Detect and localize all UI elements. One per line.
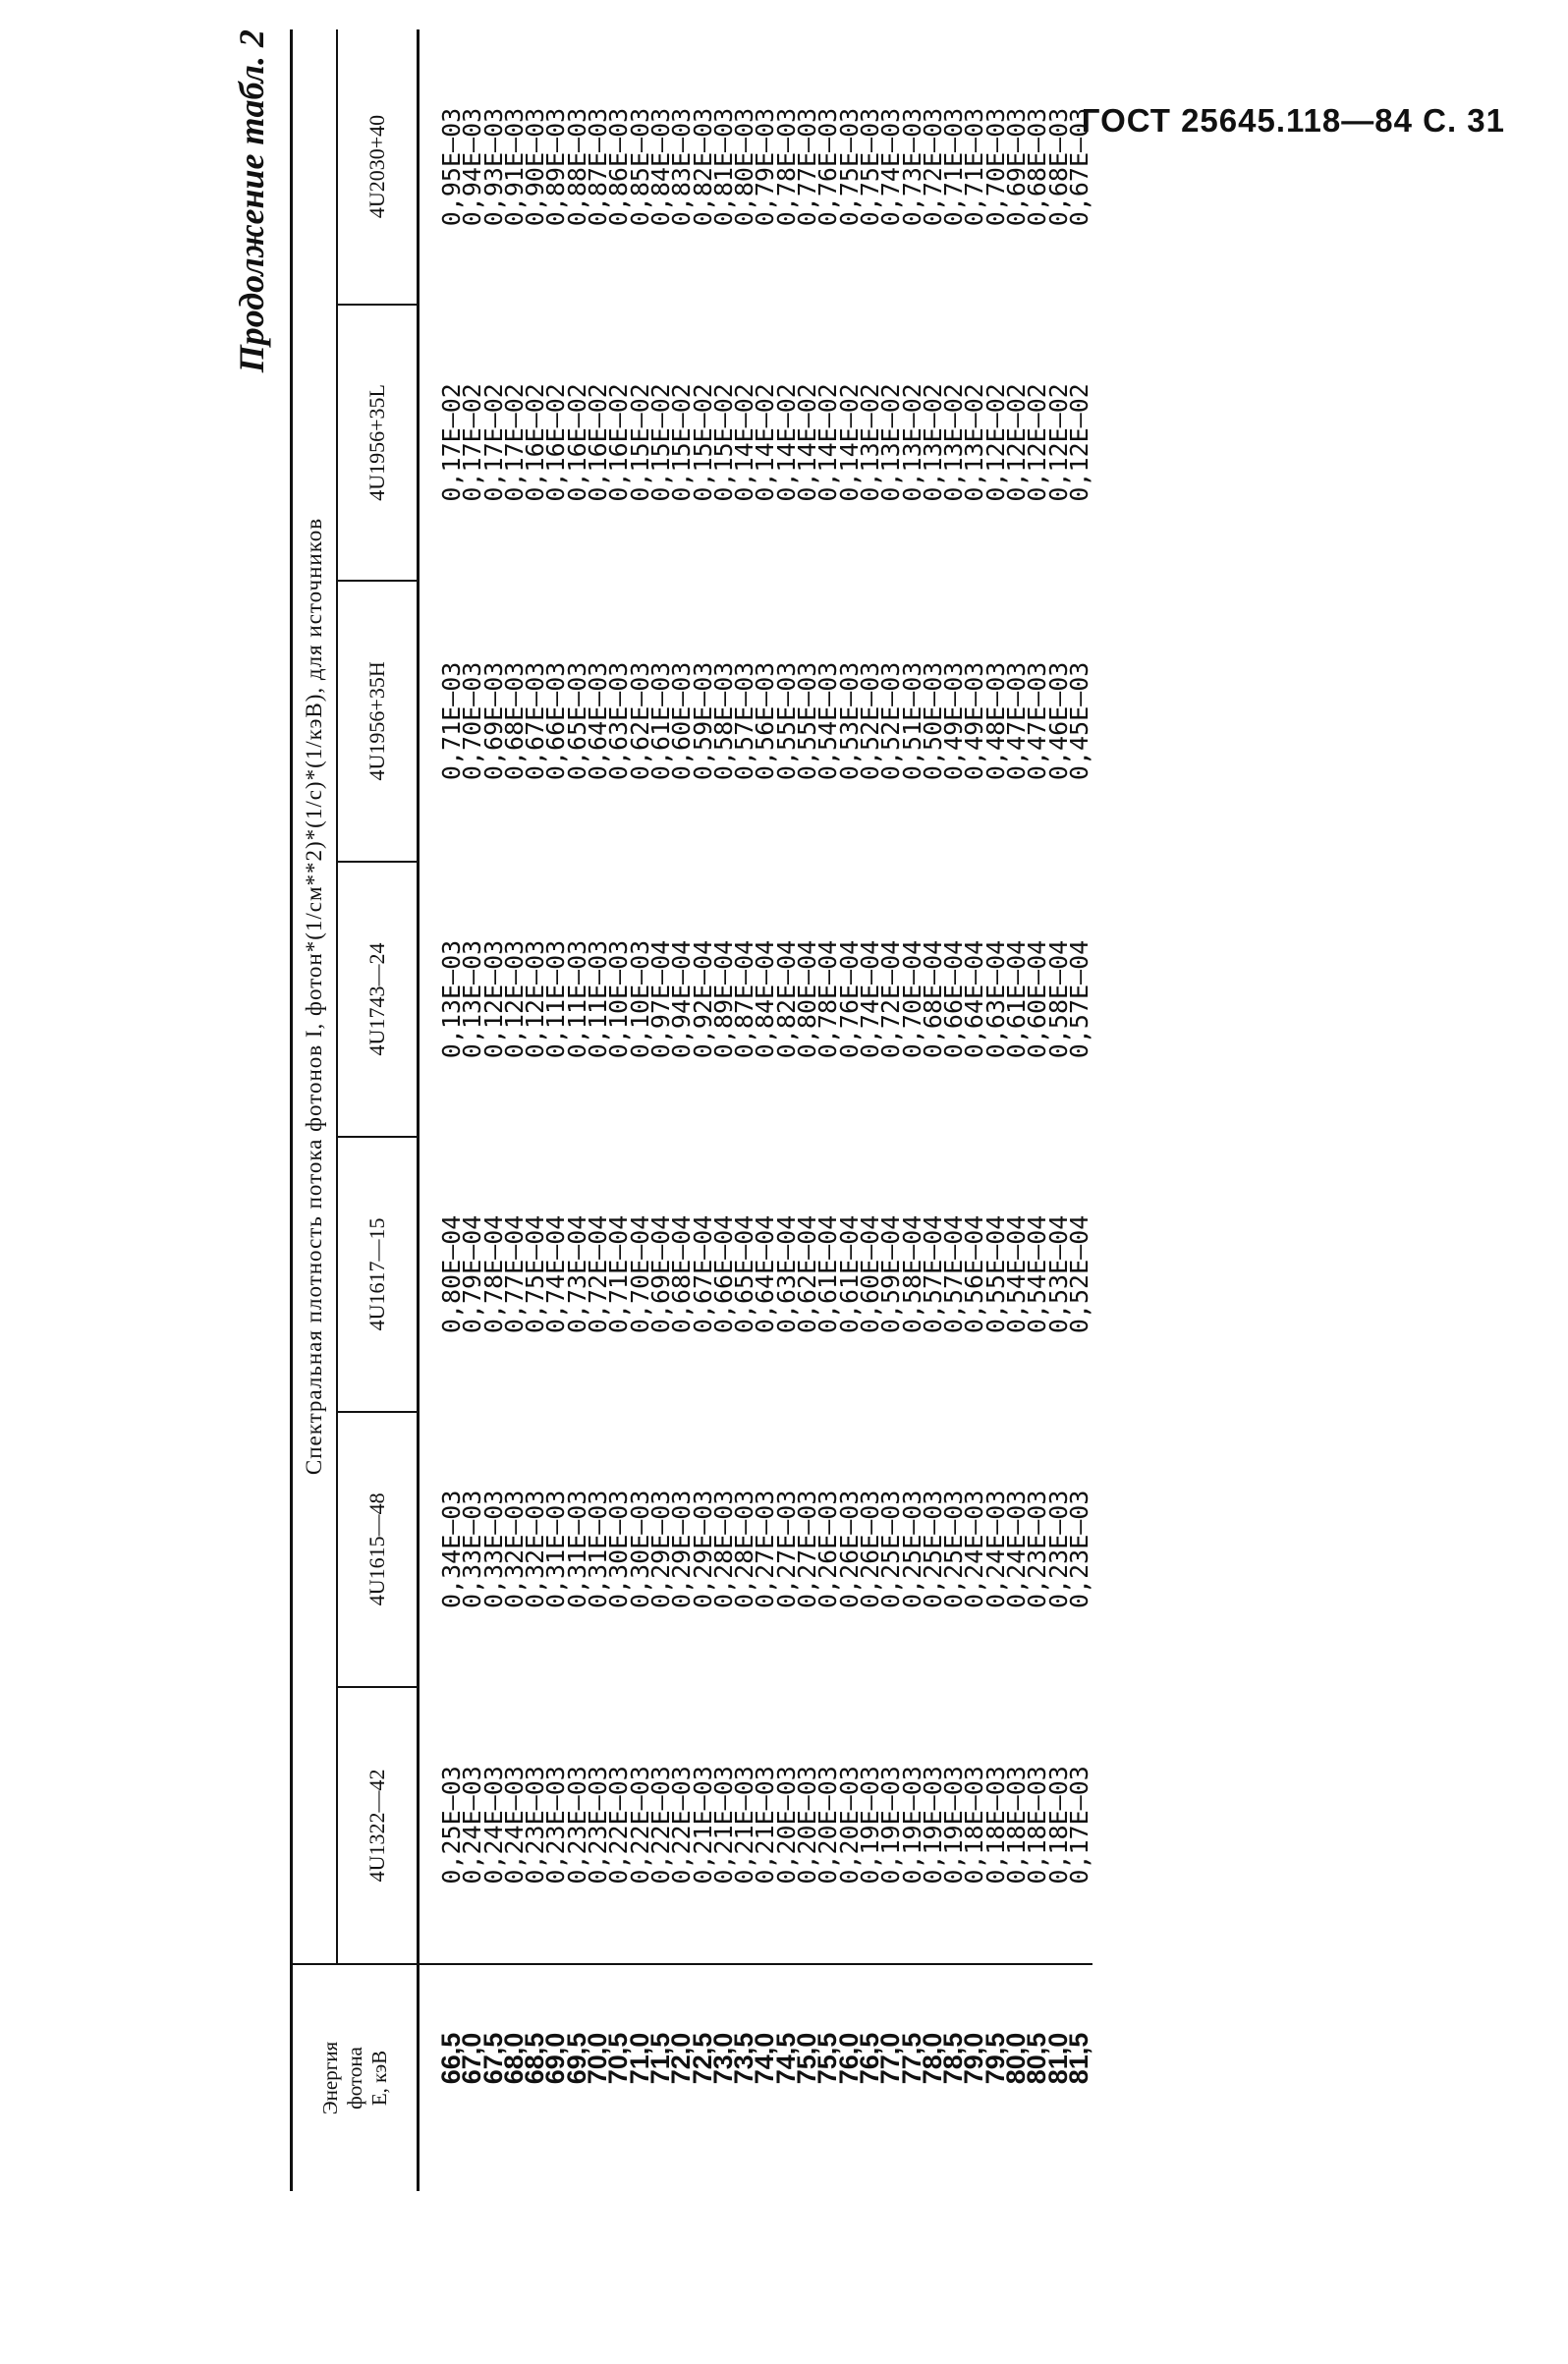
energy-column-header [292, 1964, 419, 2191]
table-cell: 0,54E—04 [1002, 1214, 1032, 1334]
table-continuation-title: Продолжение табл. 2 [232, 29, 271, 373]
table-cell: 0,63E—04 [980, 939, 1010, 1059]
table-cell: 0,28E—03 [730, 1490, 759, 1609]
table-cell: 0,86E—03 [604, 107, 634, 227]
table-cell: 0,20E—03 [793, 1766, 822, 1885]
table-cell: 0,48E—03 [980, 661, 1010, 781]
table-cell: 0,22E—03 [667, 1766, 697, 1885]
table-cell: 0,15E—02 [667, 383, 697, 502]
table-cell: 0,64E—04 [960, 939, 989, 1059]
table-cell: 0,11E—03 [541, 939, 571, 1059]
table-cell: 0,95E—03 [437, 107, 466, 227]
energy-value: 67,5 [477, 2032, 508, 2085]
energy-value: 70,5 [603, 2032, 634, 2085]
table-cell: 0,85E—03 [625, 107, 654, 227]
table-cell: 0,56E—03 [751, 661, 780, 781]
table-cell: 0,27E—03 [793, 1490, 822, 1609]
table-cell: 0,31E—03 [541, 1490, 571, 1609]
table-cell: 0,91E—03 [499, 107, 529, 227]
source-values [420, 1490, 1093, 1609]
table-cell: 0,19E—03 [897, 1766, 926, 1885]
table-cell: 0,82E—04 [771, 939, 801, 1059]
table-cell: 0,72E—04 [876, 939, 906, 1059]
table-cell: 0,70E—03 [980, 107, 1010, 227]
table-cell: 0,69E—03 [478, 661, 508, 781]
table-cell: 0,63E—03 [604, 661, 634, 781]
table-cell: 0,13E—03 [437, 939, 466, 1059]
table-cell: 0,84E—03 [645, 107, 675, 227]
table-cell: 0,24E—03 [478, 1766, 508, 1885]
table-cell: 0,19E—03 [918, 1766, 947, 1885]
source-values-column [419, 305, 1092, 581]
table-cell: 0,50E—03 [918, 661, 947, 781]
table-cell: 0,26E—03 [813, 1490, 843, 1609]
table-cell: 0,77E—03 [793, 107, 822, 227]
energy-value: 68,5 [520, 2032, 550, 2085]
table-cell: 0,13E—02 [876, 383, 906, 502]
table-cell: 0,18E—03 [1002, 1766, 1032, 1885]
table-cell: 0,49E—03 [939, 661, 969, 781]
table-cell: 0,17E—03 [1064, 1766, 1093, 1885]
table-cell: 0,16E—02 [521, 383, 550, 502]
table-cell: 0,69E—04 [645, 1214, 675, 1334]
table-cell: 0,33E—03 [458, 1490, 487, 1609]
table-cell: 0,23E—03 [584, 1766, 613, 1885]
table-cell: 0,93E—03 [478, 107, 508, 227]
table-cell: 0,25E—03 [918, 1490, 947, 1609]
table-cell: 0,23E—03 [521, 1766, 550, 1885]
table-cell: 0,10E—03 [625, 939, 654, 1059]
table-cell: 0,14E—02 [730, 383, 759, 502]
table-cell: 0,31E—03 [562, 1490, 591, 1609]
table-cell: 0,12E—02 [980, 383, 1010, 502]
rotated-table-block [231, 29, 1568, 2191]
table-cell: 0,75E—03 [834, 107, 864, 227]
table-cell: 0,54E—03 [813, 661, 843, 781]
table-cell: 0,12E—03 [478, 939, 508, 1059]
table-cell: 0,57E—03 [730, 661, 759, 781]
table-cell: 0,64E—04 [751, 1214, 780, 1334]
table-cell: 0,24E—03 [980, 1490, 1010, 1609]
source-values-column [419, 1412, 1092, 1687]
table-cell: 0,16E—02 [604, 383, 634, 502]
table-cell: 0,30E—03 [625, 1490, 654, 1609]
table-cell: 0,21E—03 [751, 1766, 780, 1885]
energy-value: 76,5 [854, 2032, 884, 2085]
table-cell: 0,13E—02 [897, 383, 926, 502]
energy-value: 73,5 [729, 2032, 759, 2085]
source-values [420, 1766, 1093, 1885]
gost-number: ГОСТ 25645.118—84 [1081, 102, 1413, 139]
table-cell: 0,94E—04 [667, 939, 697, 1059]
table-cell: 0,60E—03 [667, 661, 697, 781]
energy-value: 77,5 [896, 2032, 926, 2085]
table-cell: 0,23E—03 [562, 1766, 591, 1885]
table-cell: 0,81E—03 [708, 107, 738, 227]
source-values [420, 383, 1093, 502]
table-cell: 0,13E—03 [458, 939, 487, 1059]
table-cell: 0,32E—03 [521, 1490, 550, 1609]
table-cell: 0,58E—04 [1043, 939, 1073, 1059]
table-cell: 0,70E—03 [458, 661, 487, 781]
table-cell: 0,71E—03 [960, 107, 989, 227]
table-cell: 0,29E—03 [667, 1490, 697, 1609]
energy-value: 78,5 [938, 2032, 969, 2085]
table-cell: 0,30E—03 [604, 1490, 634, 1609]
energy-value: 69,0 [540, 2032, 571, 2085]
table-cell: 0,10E—03 [604, 939, 634, 1059]
source-header: 4U1322—42 [337, 1687, 419, 1964]
table-cell: 0,78E—04 [813, 939, 843, 1059]
table-cell: 0,57E—04 [939, 1214, 969, 1334]
source-header: 4U1615—48 [337, 1412, 419, 1687]
table-cell: 0,20E—03 [834, 1766, 864, 1885]
table-cell: 0,77E—04 [499, 1214, 529, 1334]
table-cell: 0,47E—03 [1023, 661, 1052, 781]
table-cell: 0,59E—03 [688, 661, 717, 781]
table-cell: 0,17E—02 [458, 383, 487, 502]
table-cell: 0,60E—04 [1023, 939, 1052, 1059]
table-cell: 0,51E—03 [897, 661, 926, 781]
table-cell: 0,15E—02 [708, 383, 738, 502]
energy-value: 66,5 [436, 2032, 466, 2085]
source-values [420, 1214, 1093, 1334]
table-cell: 0,25E—03 [939, 1490, 969, 1609]
table-cell: 0,19E—03 [939, 1766, 969, 1885]
energy-value: 72,0 [666, 2032, 697, 2085]
table-cell: 0,22E—03 [604, 1766, 634, 1885]
table-cell: 0,25E—03 [876, 1490, 906, 1609]
table-cell: 0,14E—02 [813, 383, 843, 502]
table-cell: 0,87E—03 [584, 107, 613, 227]
energy-value: 79,5 [980, 2032, 1010, 2085]
table-cell: 0,31E—03 [584, 1490, 613, 1609]
source-header: 4U1956+35H [337, 581, 419, 862]
table-cell: 0,66E—04 [708, 1214, 738, 1334]
table-cell: 0,68E—04 [918, 939, 947, 1059]
table-cell: 0,69E—03 [1002, 107, 1032, 227]
table-cell: 0,94E—03 [458, 107, 487, 227]
source-values-column [419, 1687, 1092, 1964]
energy-value: 81,5 [1063, 2032, 1093, 2085]
energy-value: 67,0 [457, 2032, 487, 2085]
energy-value: 79,0 [959, 2032, 989, 2085]
table-cell: 0,15E—02 [625, 383, 654, 502]
energy-value: 71,0 [624, 2032, 654, 2085]
table-cell: 0,12E—02 [1064, 383, 1093, 502]
table-cell: 0,72E—03 [918, 107, 947, 227]
energy-value: 78,0 [917, 2032, 947, 2085]
table-cell: 0,27E—03 [771, 1490, 801, 1609]
energy-values [420, 1965, 1093, 2191]
table-cell: 0,23E—03 [1043, 1490, 1073, 1609]
table-cell: 0,18E—03 [980, 1766, 1010, 1885]
table-cell: 0,21E—03 [688, 1766, 717, 1885]
table-cell: 0,14E—02 [771, 383, 801, 502]
table-cell: 0,21E—03 [708, 1766, 738, 1885]
table-cell: 0,61E—04 [834, 1214, 864, 1334]
table-cell: 0,12E—02 [1023, 383, 1052, 502]
table-cell: 0,17E—02 [478, 383, 508, 502]
table-cell: 0,89E—04 [708, 939, 738, 1059]
table-cell: 0,62E—04 [793, 1214, 822, 1334]
source-header: 4U1956+35L [337, 305, 419, 581]
table-cell: 0,55E—03 [793, 661, 822, 781]
table-cell: 0,23E—03 [1064, 1490, 1093, 1609]
source-values-column [419, 29, 1092, 305]
table-cell: 0,32E—03 [499, 1490, 529, 1609]
table-cell: 0,19E—03 [876, 1766, 906, 1885]
table-cell: 0,59E—04 [876, 1214, 906, 1334]
table-body-row [419, 29, 1092, 2191]
table-cell: 0,11E—03 [584, 939, 613, 1059]
table-cell: 0,82E—03 [688, 107, 717, 227]
energy-value: 77,0 [875, 2032, 906, 2085]
table-cell: 0,46E—03 [1043, 661, 1073, 781]
table-cell: 0,34E—03 [437, 1490, 466, 1609]
table-cell: 0,62E—03 [625, 661, 654, 781]
table-cell: 0,79E—03 [751, 107, 780, 227]
table-cell: 0,28E—03 [708, 1490, 738, 1609]
table-cell: 0,61E—03 [645, 661, 675, 781]
energy-value: 81,0 [1042, 2032, 1073, 2085]
table-cell: 0,18E—03 [1043, 1766, 1073, 1885]
energy-header-line: фотона [342, 2047, 366, 2110]
table-cell: 0,15E—02 [688, 383, 717, 502]
flux-group-header: Спектральная плотность потока фотонов I, фотон*(1/см**2)*(1/с)*(1/кэВ), для источников [292, 29, 338, 1964]
table-cell: 0,70E—04 [625, 1214, 654, 1334]
energy-value: 72,5 [687, 2032, 717, 2085]
energy-value: 75,5 [812, 2032, 843, 2085]
table-cell: 0,71E—03 [939, 107, 969, 227]
table-cell: 0,68E—03 [1023, 107, 1052, 227]
energy-value: 74,5 [770, 2032, 801, 2085]
table-cell: 0,58E—03 [708, 661, 738, 781]
table-cell: 0,25E—03 [897, 1490, 926, 1609]
energy-value: 80,0 [1001, 2032, 1032, 2085]
energy-value: 73,0 [707, 2032, 738, 2085]
energy-value: 68,0 [498, 2032, 529, 2085]
table-cell: 0,68E—04 [667, 1214, 697, 1334]
table-cell: 0,27E—03 [751, 1490, 780, 1609]
table-cell: 0,71E—04 [604, 1214, 634, 1334]
table-cell: 0,76E—03 [813, 107, 843, 227]
table-cell: 0,57E—04 [1064, 939, 1093, 1059]
table-cell: 0,22E—03 [625, 1766, 654, 1885]
table-cell: 0,12E—03 [521, 939, 550, 1059]
table-cell: 0,18E—03 [960, 1766, 989, 1885]
source-values-column [419, 1137, 1092, 1412]
source-header: 4U1617—15 [337, 1137, 419, 1412]
table-cell: 0,74E—03 [876, 107, 906, 227]
table-cell: 0,55E—03 [771, 661, 801, 781]
table-cell: 0,20E—03 [813, 1766, 843, 1885]
table-cell: 0,58E—04 [897, 1214, 926, 1334]
table-cell: 0,80E—03 [730, 107, 759, 227]
table-cell: 0,24E—03 [458, 1766, 487, 1885]
table-cell: 0,68E—03 [499, 661, 529, 781]
table-cell: 0,90E—03 [521, 107, 550, 227]
table-cell: 0,14E—02 [834, 383, 864, 502]
energy-value: 74,0 [750, 2032, 780, 2085]
table-cell: 0,21E—03 [730, 1766, 759, 1885]
table-cell: 0,66E—03 [541, 661, 571, 781]
table-cell: 0,74E—04 [541, 1214, 571, 1334]
table-cell: 0,13E—02 [918, 383, 947, 502]
table-cell: 0,67E—04 [688, 1214, 717, 1334]
table-cell: 0,54E—04 [1023, 1214, 1052, 1334]
table-cell: 0,23E—03 [1023, 1490, 1052, 1609]
table-cell: 0,72E—04 [584, 1214, 613, 1334]
table-cell: 0,70E—04 [897, 939, 926, 1059]
table-cell: 0,75E—04 [521, 1214, 550, 1334]
table-cell: 0,56E—04 [960, 1214, 989, 1334]
table-cell: 0,67E—03 [521, 661, 550, 781]
table-cell: 0,80E—04 [437, 1214, 466, 1334]
table-cell: 0,74E—04 [855, 939, 884, 1059]
table-cell: 0,20E—03 [771, 1766, 801, 1885]
source-values [420, 661, 1093, 781]
table-cell: 0,73E—03 [897, 107, 926, 227]
table-cell: 0,22E—03 [645, 1766, 675, 1885]
source-header: 4U1743—24 [337, 862, 419, 1137]
table-cell: 0,13E—02 [855, 383, 884, 502]
table-cell: 0,16E—02 [584, 383, 613, 502]
energy-value: 69,5 [561, 2032, 591, 2085]
table-cell: 0,75E—03 [855, 107, 884, 227]
table-cell: 0,66E—04 [939, 939, 969, 1059]
table-cell: 0,18E—03 [1023, 1766, 1052, 1885]
table-cell: 0,87E—04 [730, 939, 759, 1059]
energy-value: 80,5 [1022, 2032, 1052, 2085]
table-cell: 0,19E—03 [855, 1766, 884, 1885]
table-cell: 0,16E—02 [562, 383, 591, 502]
energy-value: 70,0 [583, 2032, 613, 2085]
table-cell: 0,23E—03 [541, 1766, 571, 1885]
table-cell: 0,83E—03 [667, 107, 697, 227]
table-cell: 0,13E—02 [960, 383, 989, 502]
table-cell: 0,24E—03 [960, 1490, 989, 1609]
table-cell: 0,68E—03 [1043, 107, 1073, 227]
table-cell: 0,16E—02 [541, 383, 571, 502]
spectral-flux-table [290, 29, 1092, 2191]
source-values-column [419, 862, 1092, 1137]
page-number: С. 31 [1423, 102, 1505, 139]
table-cell: 0,29E—03 [645, 1490, 675, 1609]
table-cell: 0,65E—03 [562, 661, 591, 781]
table-cell: 0,17E—02 [437, 383, 466, 502]
table-cell: 0,24E—03 [499, 1766, 529, 1885]
table-cell: 0,71E—03 [437, 661, 466, 781]
source-values-column [419, 581, 1092, 862]
table-cell: 0,88E—03 [562, 107, 591, 227]
table-cell: 0,12E—03 [499, 939, 529, 1059]
table-cell: 0,52E—04 [1064, 1214, 1093, 1334]
table-cell: 0,92E—04 [688, 939, 717, 1059]
table-cell: 0,26E—03 [855, 1490, 884, 1609]
energy-value: 76,0 [833, 2032, 864, 2085]
table-cell: 0,25E—03 [437, 1766, 466, 1885]
table-cell: 0,89E—03 [541, 107, 571, 227]
table-cell: 0,63E—04 [771, 1214, 801, 1334]
table-cell: 0,49E—03 [960, 661, 989, 781]
table-cell: 0,53E—03 [834, 661, 864, 781]
table-cell: 0,14E—02 [793, 383, 822, 502]
table-cell: 0,15E—02 [645, 383, 675, 502]
table-cell: 0,79E—04 [458, 1214, 487, 1334]
table-cell: 0,80E—04 [793, 939, 822, 1059]
table-cell: 0,55E—04 [980, 1214, 1010, 1334]
source-values [420, 939, 1093, 1059]
table-cell: 0,57E—04 [918, 1214, 947, 1334]
table-cell: 0,11E—03 [562, 939, 591, 1059]
energy-header-line: Энергия [317, 2041, 342, 2115]
source-header: 4U2030+40 [337, 29, 419, 305]
table-cell: 0,73E—04 [562, 1214, 591, 1334]
table-cell: 0,14E—02 [751, 383, 780, 502]
table-cell: 0,76E—04 [834, 939, 864, 1059]
table-cell: 0,61E—04 [1002, 939, 1032, 1059]
table-cell: 0,26E—03 [834, 1490, 864, 1609]
table-cell: 0,78E—03 [771, 107, 801, 227]
table-cell: 0,61E—04 [813, 1214, 843, 1334]
table-cell: 0,12E—02 [1043, 383, 1073, 502]
table-cell: 0,45E—03 [1064, 661, 1093, 781]
table-cell: 0,53E—04 [1043, 1214, 1073, 1334]
table-cell: 0,67E—03 [1064, 107, 1093, 227]
table-cell: 0,24E—03 [1002, 1490, 1032, 1609]
table-cell: 0,65E—04 [730, 1214, 759, 1334]
table-cell: 0,52E—03 [876, 661, 906, 781]
table-cell: 0,64E—03 [584, 661, 613, 781]
source-values [420, 107, 1093, 227]
table-cell: 0,52E—03 [855, 661, 884, 781]
energy-value: 71,5 [644, 2032, 675, 2085]
source-header-row [337, 29, 419, 2191]
table-cell: 0,33E—03 [478, 1490, 508, 1609]
energy-header-line: E, кэВ [366, 2050, 391, 2107]
table-cell: 0,84E—04 [751, 939, 780, 1059]
table-cell: 0,17E—02 [499, 383, 529, 502]
table-cell: 0,47E—03 [1002, 661, 1032, 781]
energy-value: 75,0 [792, 2032, 822, 2085]
table-cell: 0,29E—03 [688, 1490, 717, 1609]
table-cell: 0,13E—02 [939, 383, 969, 502]
table-cell: 0,12E—02 [1002, 383, 1032, 502]
table-cell: 0,97E—04 [645, 939, 675, 1059]
table-cell: 0,60E—04 [855, 1214, 884, 1334]
table-cell: 0,78E—04 [478, 1214, 508, 1334]
energy-values-column [419, 1964, 1092, 2191]
